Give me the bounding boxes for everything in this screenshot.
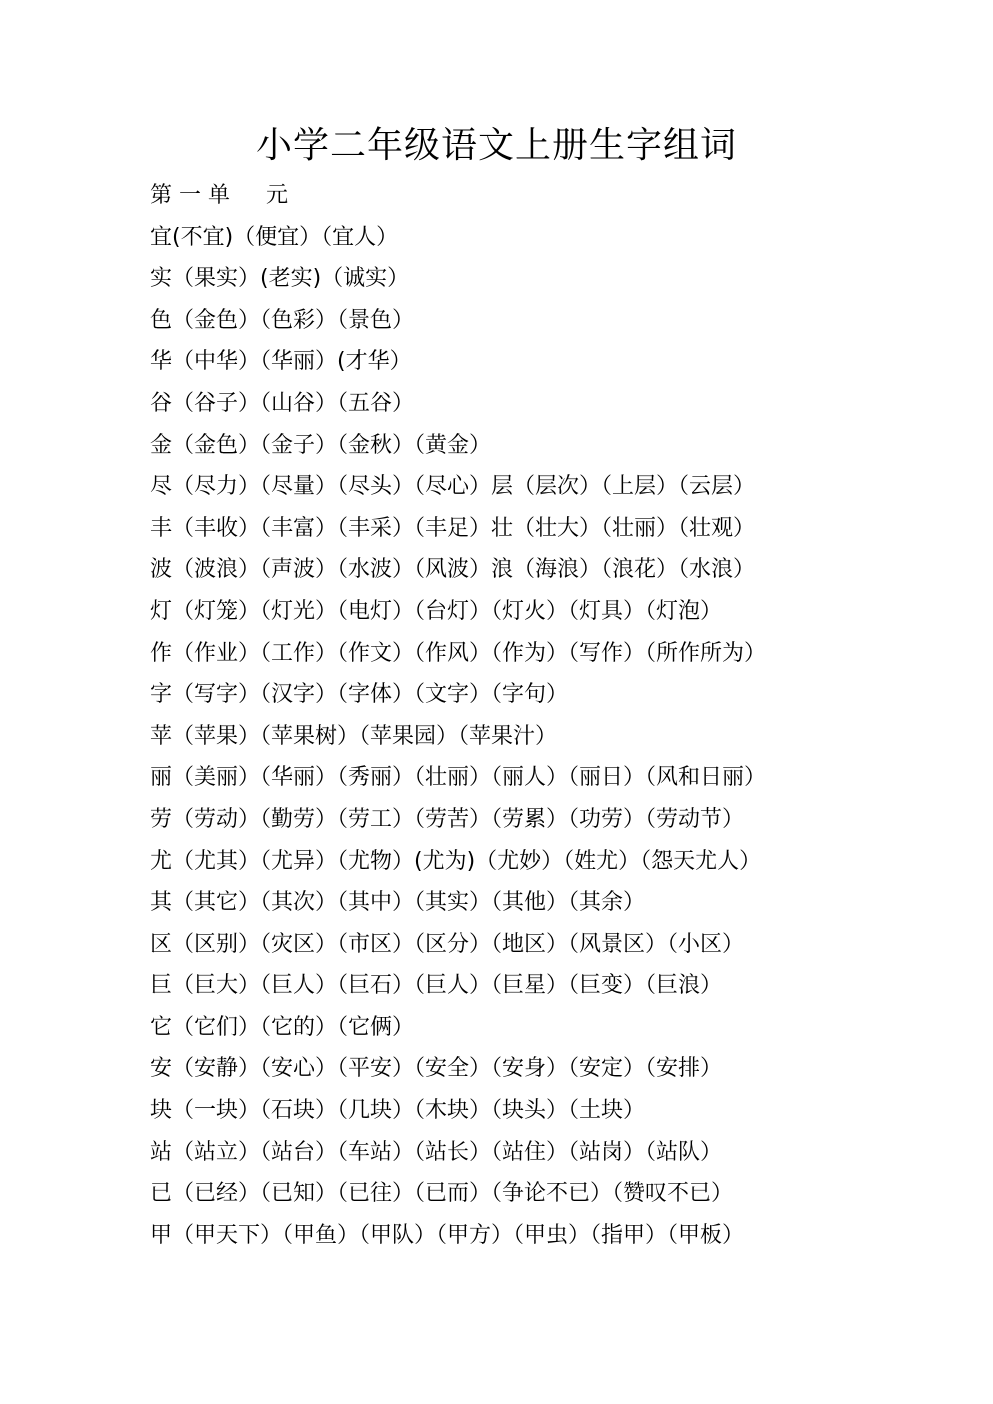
- word-line: 区（区别）（灾区）（市区）（区分）（地区）（风景区）（小区）: [150, 931, 745, 957]
- word-line: 巨（巨大）（巨人）（巨石）（巨人）（巨星）（巨变）（巨浪）: [150, 973, 723, 999]
- word-line: 作（作业）（工作）（作文）（作风）（作为）（写作）（所作所为）: [150, 640, 767, 666]
- word-line: 尽（尽力）（尽量）（尽头）（尽心）层（层次）（上层）（云层）: [150, 474, 756, 500]
- word-line: 安（安静）（安心）（平安）（安全）（安身）（安定）（安排）: [150, 1056, 723, 1082]
- word-line: 丰（丰收）（丰富）（丰采）（丰足）壮（壮大）（壮丽）（壮观）: [150, 515, 756, 541]
- word-line: 灯（灯笼）（灯光）（电灯）（台灯）（灯火）（灯具）（灯泡）: [150, 598, 723, 624]
- word-line: 块（一块）（石块）（几块）（木块）（块头）（土块）: [150, 1098, 646, 1124]
- word-line: 苹（苹果）（苹果树）（苹果园）（苹果汁）: [150, 723, 558, 749]
- word-line: 金（金色）（金子）（金秋）（黄金）: [150, 432, 492, 458]
- unit-heading: 第 一 单 元: [150, 183, 288, 208]
- word-line: 色（金色）（色彩）（景色）: [150, 307, 415, 333]
- word-list: [150, 175, 950, 1256]
- word-line: 甲（甲天下）（甲鱼）（甲队）（甲方）（甲虫）（指甲）（甲板）: [150, 1222, 745, 1248]
- word-line: 尤（尤其）（尤异）（尤物）(尤为)（尤妙）（姓尤）（怨天尤人）: [150, 848, 762, 874]
- word-line: 已（已经）（已知）（已往）（已而）（争论不已）（赞叹不已）: [150, 1181, 734, 1207]
- word-line: 字（写字）（汉字）（字体）（文字）（字句）: [150, 682, 569, 708]
- word-line: 华（中华）（华丽）(才华）: [150, 349, 412, 375]
- word-line: 劳（劳动）（勤劳）（劳工）（劳苦）（劳累）（功劳）（劳动节）: [150, 806, 745, 832]
- word-line: 实（果实）(老实)（诚实）: [150, 266, 410, 292]
- word-line: 宜(不宜)（便宜）（宜人）: [150, 224, 399, 250]
- word-line: 站（站立）（站台）（车站）（站长）（站住）（站岗）（站队）: [150, 1139, 723, 1165]
- word-line: 谷（谷子）（山谷）（五谷）: [150, 390, 415, 416]
- word-line: 波（波浪）（声波）（水波）（风波）浪（海浪）（浪花）（水浪）: [150, 557, 756, 583]
- word-line: 它（它们）（它的）（它俩）: [150, 1014, 415, 1040]
- word-line: 丽（美丽）（华丽）（秀丽）（壮丽）（丽人）（丽日）（风和日丽）: [150, 765, 767, 791]
- word-line: 其（其它）（其次）（其中）（其实）（其他）（其余）: [150, 890, 646, 916]
- document-title: 小学二年级语文上册生字组词: [255, 125, 737, 166]
